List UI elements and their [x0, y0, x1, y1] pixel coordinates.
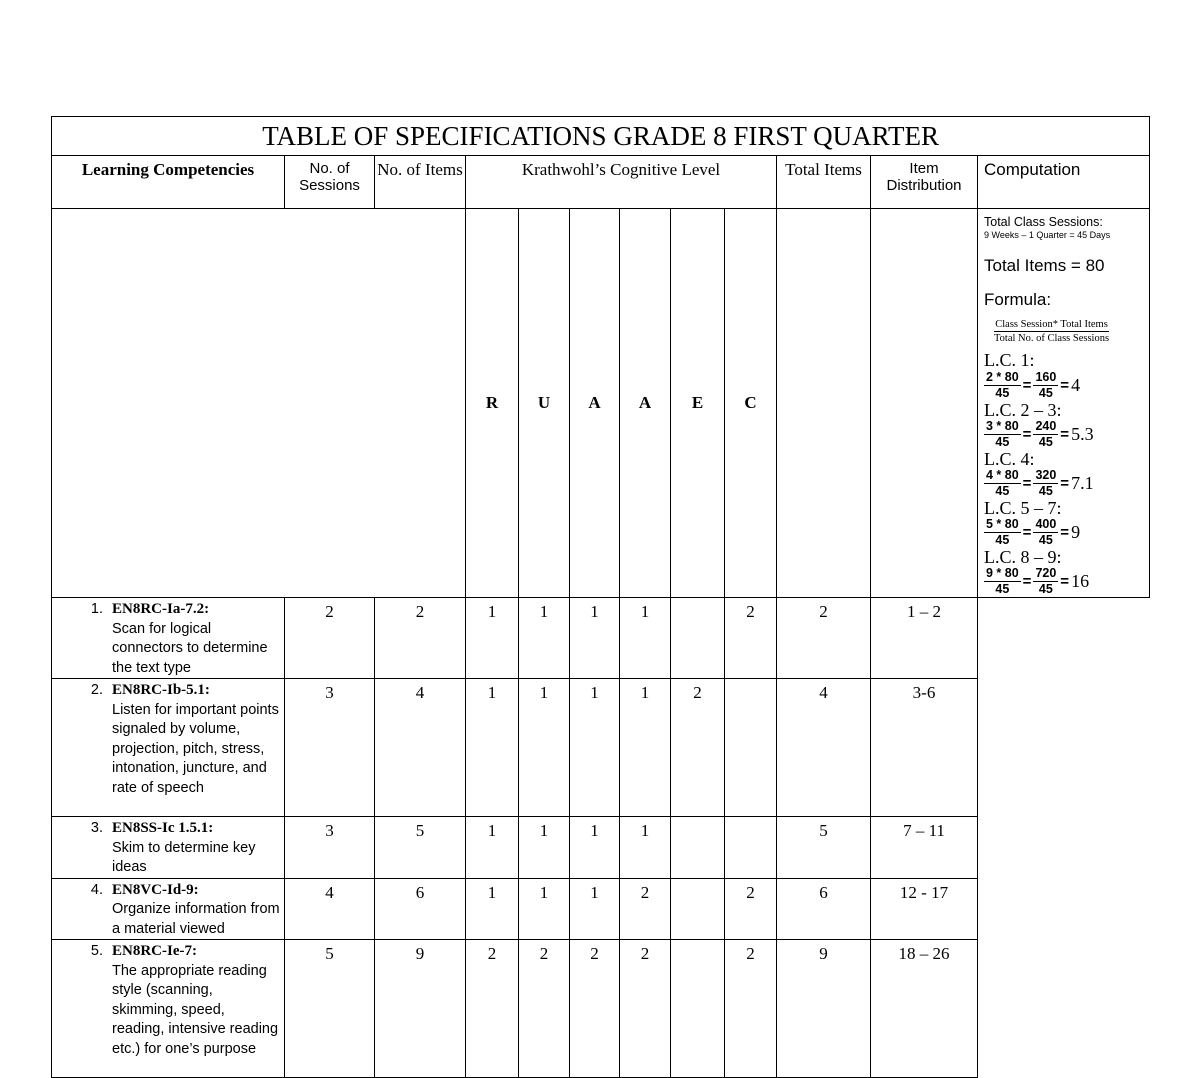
header-cognitive-level: Krathwohl’s Cognitive Level: [466, 156, 777, 209]
equals-sign: =: [1060, 426, 1070, 443]
competency-code: EN8RC-Ie-7:: [112, 943, 197, 959]
calculation-fraction: [984, 517, 1021, 548]
calculation-result: 7.1: [1071, 473, 1094, 493]
fraction-denominator: 45: [1038, 386, 1053, 400]
fraction-numerator: 320: [1035, 468, 1057, 482]
total-items-cell: 9: [777, 940, 871, 1078]
formula-denominator: Total No. of Class Sessions: [994, 333, 1110, 344]
blank-cell: [52, 209, 466, 598]
equals-sign: =: [1060, 573, 1070, 590]
calculation-list: [984, 351, 1145, 597]
fraction-numerator: 240: [1035, 419, 1057, 433]
distribution-cell: 7 – 11: [871, 817, 978, 879]
level-evaluate-cell: 2: [671, 679, 725, 817]
level-create-cell: 2: [725, 878, 777, 940]
fraction-denominator: 45: [1038, 533, 1053, 547]
level-remember-cell: 1: [466, 598, 519, 679]
fraction-denominator: 45: [1038, 435, 1053, 449]
level-create-cell: 2: [725, 940, 777, 1078]
header-item-distribution: Item Distribution: [871, 156, 978, 209]
table-row: [52, 940, 1150, 1078]
header-sessions: No. of Sessions: [285, 156, 375, 209]
level-evaluate-cell: [671, 598, 725, 679]
level-evaluate: E: [671, 209, 725, 598]
header-total-items: Total Items: [777, 156, 871, 209]
fraction-denominator: 45: [995, 533, 1010, 547]
competency-description: Listen for important points signaled by volume, projection, pitch, stress, intonation, juncture, and rate of speech: [112, 701, 279, 796]
table-row: [52, 679, 1150, 817]
total-items-cell: 5: [777, 817, 871, 879]
total-sessions-label: Total Class Sessions:: [984, 215, 1103, 229]
header-computation: Computation: [978, 156, 1150, 209]
level-analyze-cell: 1: [620, 817, 671, 879]
blank-cell: [777, 209, 871, 598]
calculation-result: 5.3: [1071, 424, 1094, 444]
equals-sign: =: [1022, 573, 1032, 590]
specifications-table: [51, 116, 1150, 1078]
total-items-cell: 6: [777, 878, 871, 940]
competency-number: 2.: [90, 682, 103, 698]
level-create-cell: 2: [725, 598, 777, 679]
sessions-cell: 5: [285, 940, 375, 1078]
fraction-numerator: 2 * 80: [986, 370, 1019, 384]
table-row: [52, 878, 1150, 940]
calculation-label: L.C. 1:: [984, 350, 1035, 370]
competency-code: EN8SS-Ic 1.5.1:: [112, 820, 214, 836]
fraction-numerator: 9 * 80: [986, 566, 1019, 580]
level-remember: R: [466, 209, 519, 598]
level-understand-cell: 2: [519, 940, 570, 1078]
sessions-cell: 3: [285, 679, 375, 817]
table-row: [52, 598, 1150, 679]
level-evaluate-cell: [671, 817, 725, 879]
competency-number: 4.: [90, 881, 103, 898]
equals-sign: =: [1022, 426, 1032, 443]
items-cell: 5: [375, 817, 466, 879]
level-remember-cell: 1: [466, 679, 519, 817]
header-items: No. of Items: [375, 156, 466, 209]
fraction-numerator: 3 * 80: [986, 419, 1019, 433]
competency-code: EN8VC-Id-9:: [112, 881, 199, 898]
fraction-denominator: 45: [995, 386, 1010, 400]
calculation-fraction: [1033, 419, 1058, 450]
distribution-cell: 12 - 17: [871, 878, 978, 940]
level-analyze-cell: 1: [620, 598, 671, 679]
formula-label: Formula:: [984, 290, 1052, 309]
competency-cell: [52, 940, 285, 1078]
distribution-cell: 3-6: [871, 679, 978, 817]
calculation-fraction: [984, 566, 1021, 597]
fraction-numerator: 4 * 80: [986, 468, 1019, 482]
competency-number: 3.: [90, 820, 103, 836]
items-cell: 9: [375, 940, 466, 1078]
level-analyze: A: [620, 209, 671, 598]
equals-sign: =: [1060, 524, 1070, 541]
items-cell: 6: [375, 878, 466, 940]
calculation-fraction: [1033, 566, 1058, 597]
level-remember-cell: 2: [466, 940, 519, 1078]
calculation-fraction: [1033, 468, 1058, 499]
fraction-denominator: 45: [1038, 484, 1053, 498]
sessions-cell: 2: [285, 598, 375, 679]
fraction-numerator: 5 * 80: [986, 517, 1019, 531]
total-items-text: Total Items = 80: [984, 256, 1105, 275]
fraction-numerator: 160: [1035, 370, 1057, 384]
calculation-fraction: [984, 370, 1021, 401]
table-row: [52, 817, 1150, 879]
level-analyze-cell: 1: [620, 679, 671, 817]
calculation-item: [984, 351, 1145, 401]
equals-sign: =: [1022, 524, 1032, 541]
competency-cell: [52, 817, 285, 879]
fraction-denominator: 45: [1038, 582, 1053, 596]
computation-panel: [978, 209, 1150, 598]
competency-cell: [52, 598, 285, 679]
equals-sign: =: [1022, 475, 1032, 492]
level-apply-cell: 1: [570, 598, 620, 679]
items-cell: 2: [375, 598, 466, 679]
total-items-cell: 4: [777, 679, 871, 817]
level-remember-cell: 1: [466, 878, 519, 940]
calculation-label: L.C. 4:: [984, 449, 1035, 469]
competency-description: Organize information from a material viewed: [112, 901, 280, 937]
formula-fraction: [994, 318, 1109, 345]
level-evaluate-cell: [671, 878, 725, 940]
fraction-denominator: 45: [995, 435, 1010, 449]
calculation-fraction: [1033, 517, 1058, 548]
blank-cell: [871, 209, 978, 598]
total-items-cell: 2: [777, 598, 871, 679]
level-analyze-cell: 2: [620, 878, 671, 940]
calculation-label: L.C. 2 – 3:: [984, 400, 1062, 420]
calculation-item: [984, 548, 1145, 597]
fraction-numerator: 400: [1035, 517, 1057, 531]
calculation-item: [984, 450, 1145, 499]
calculation-fraction: [1033, 370, 1058, 401]
competency-description: Skim to determine key ideas: [112, 839, 256, 875]
total-sessions-detail: 9 Weeks – 1 Quarter = 45 Days: [984, 230, 1111, 240]
level-create-cell: [725, 817, 777, 879]
level-apply: A: [570, 209, 620, 598]
fraction-denominator: 45: [995, 484, 1010, 498]
level-understand-cell: 1: [519, 679, 570, 817]
equals-sign: =: [1060, 377, 1070, 394]
level-create: C: [725, 209, 777, 598]
competency-code: EN8RC-Ib-5.1:: [112, 682, 210, 698]
calculation-item: [984, 401, 1145, 450]
calculation-item: [984, 499, 1145, 548]
distribution-cell: 1 – 2: [871, 598, 978, 679]
competency-cell: [52, 679, 285, 817]
level-remember-cell: 1: [466, 817, 519, 879]
equals-sign: =: [1022, 377, 1032, 394]
competency-description: Scan for logical connectors to determine the text type: [112, 620, 268, 676]
competency-code: EN8RC-Ia-7.2:: [112, 601, 210, 617]
level-analyze-cell: 2: [620, 940, 671, 1078]
calculation-result: 4: [1071, 375, 1081, 395]
header-competencies: Learning Competencies: [52, 156, 285, 209]
competency-number: 5.: [90, 943, 103, 959]
fraction-denominator: 45: [995, 582, 1010, 596]
competency-number: 1.: [90, 601, 103, 617]
level-apply-cell: 2: [570, 940, 620, 1078]
items-cell: 4: [375, 679, 466, 817]
level-evaluate-cell: [671, 940, 725, 1078]
sessions-cell: 4: [285, 878, 375, 940]
calculation-fraction: [984, 419, 1021, 450]
competency-cell: [52, 878, 285, 940]
level-understand-cell: 1: [519, 817, 570, 879]
level-understand-cell: 1: [519, 878, 570, 940]
level-understand-cell: 1: [519, 598, 570, 679]
calculation-result: 9: [1071, 522, 1081, 542]
level-apply-cell: 1: [570, 878, 620, 940]
fraction-numerator: 720: [1035, 566, 1057, 580]
level-create-cell: [725, 679, 777, 817]
equals-sign: =: [1060, 475, 1070, 492]
level-understand: U: [519, 209, 570, 598]
distribution-cell: 18 – 26: [871, 940, 978, 1078]
calculation-result: 16: [1071, 571, 1090, 591]
level-apply-cell: 1: [570, 679, 620, 817]
table-title: TABLE OF SPECIFICATIONS GRADE 8 FIRST QUARTER: [52, 117, 1150, 156]
calculation-label: L.C. 5 – 7:: [984, 498, 1062, 518]
level-apply-cell: 1: [570, 817, 620, 879]
competency-description: The appropriate reading style (scanning, skimming, speed, reading, intensive reading etc.) for one’s purpose: [112, 962, 279, 1057]
calculation-fraction: [984, 468, 1021, 499]
sessions-cell: 3: [285, 817, 375, 879]
formula-numerator: Class Session* Total Items: [995, 319, 1108, 330]
calculation-label: L.C. 8 – 9:: [984, 547, 1062, 567]
competency-rows: [52, 598, 1150, 1078]
